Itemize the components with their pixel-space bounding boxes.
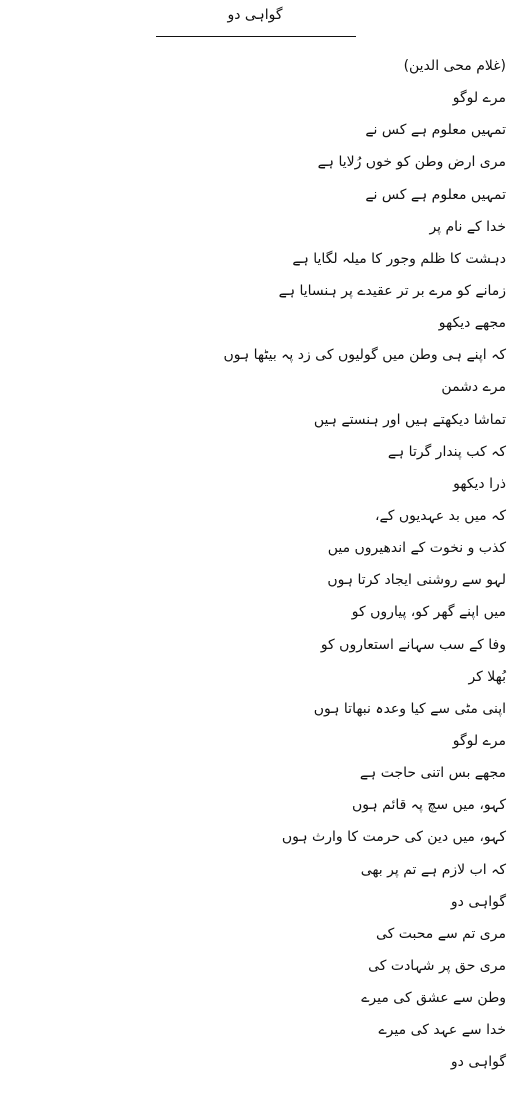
poem-line: وفا کے سب سہانے استعاروں کو (320, 636, 506, 653)
poem-body (4, 52, 508, 1081)
poem-line: کہو، میں دین کی حرمت کا وارث ہوں (281, 829, 506, 846)
poem-line: تمہیں معلوم ہے کس نے (365, 186, 506, 203)
poem-line: مرے لوگو (452, 90, 506, 107)
poem-line: مری حق پر شہادت کی (368, 957, 506, 974)
poem-line: مری تم سے محبت کی (376, 925, 506, 942)
poem-line: مجھے بس اتنی حاجت ہے (359, 765, 506, 782)
poem-line: بُھلا کر (468, 668, 506, 685)
poem-line: مرے دشمن (441, 379, 506, 396)
poem-line: کہو، میں سچ پہ قائم ہوں (351, 797, 506, 814)
title-underline (156, 36, 356, 37)
poem-line: کذب و نخوت کے اندھیروں میں (327, 540, 506, 557)
poem-author-line: (غلام محی الدین) (403, 58, 506, 74)
poem-line: کہ کب پندار گرتا ہے (387, 443, 506, 460)
poem-line: کہ اب لازم ہے تم پر بھی (360, 861, 506, 878)
poem-line: مرے لوگو (452, 732, 506, 749)
poem-title: گواہی دو (227, 7, 283, 23)
poem-line: ذرا دیکھو (453, 475, 506, 492)
poem-line: اپنی مٹی سے کیا وعدہ نبھاتا ہوں (313, 700, 506, 717)
poem-line: دہشت کا ظلم وجور کا میلہ لگایا ہے (292, 250, 506, 267)
poem-line: کہ اپنے ہی وطن میں گولیوں کی زد پہ بیٹھا ہوں (223, 347, 506, 364)
poem-line: تمہیں معلوم ہے کس نے (365, 122, 506, 139)
poem-line: زمانے کو مرے بر تر عقیدے پر ہنسایا ہے (278, 282, 506, 299)
poem-line: گواہی دو (450, 893, 506, 910)
poem-line: لہو سے روشنی ایجاد کرتا ہوں (327, 572, 506, 589)
poem-line: مری ارض وطن کو خوں رُلایا ہے (317, 154, 506, 171)
poem-line: گواہی دو (450, 1054, 506, 1071)
poem-line: وطن سے عشق کی میرے (361, 990, 506, 1007)
poem-line: کہ میں بد عہدیوں کے، (375, 507, 506, 524)
poem-line: تماشا دیکھتے ہیں اور ہنستے ہیں (313, 411, 506, 428)
poem-line: میں اپنے گھر کو، پیاروں کو (351, 604, 506, 621)
poem-line: خدا کے نام پر (429, 218, 506, 235)
poem-line: مجھے دیکھو (438, 315, 506, 332)
poem-line: خدا سے عہد کی میرے (378, 1022, 506, 1039)
